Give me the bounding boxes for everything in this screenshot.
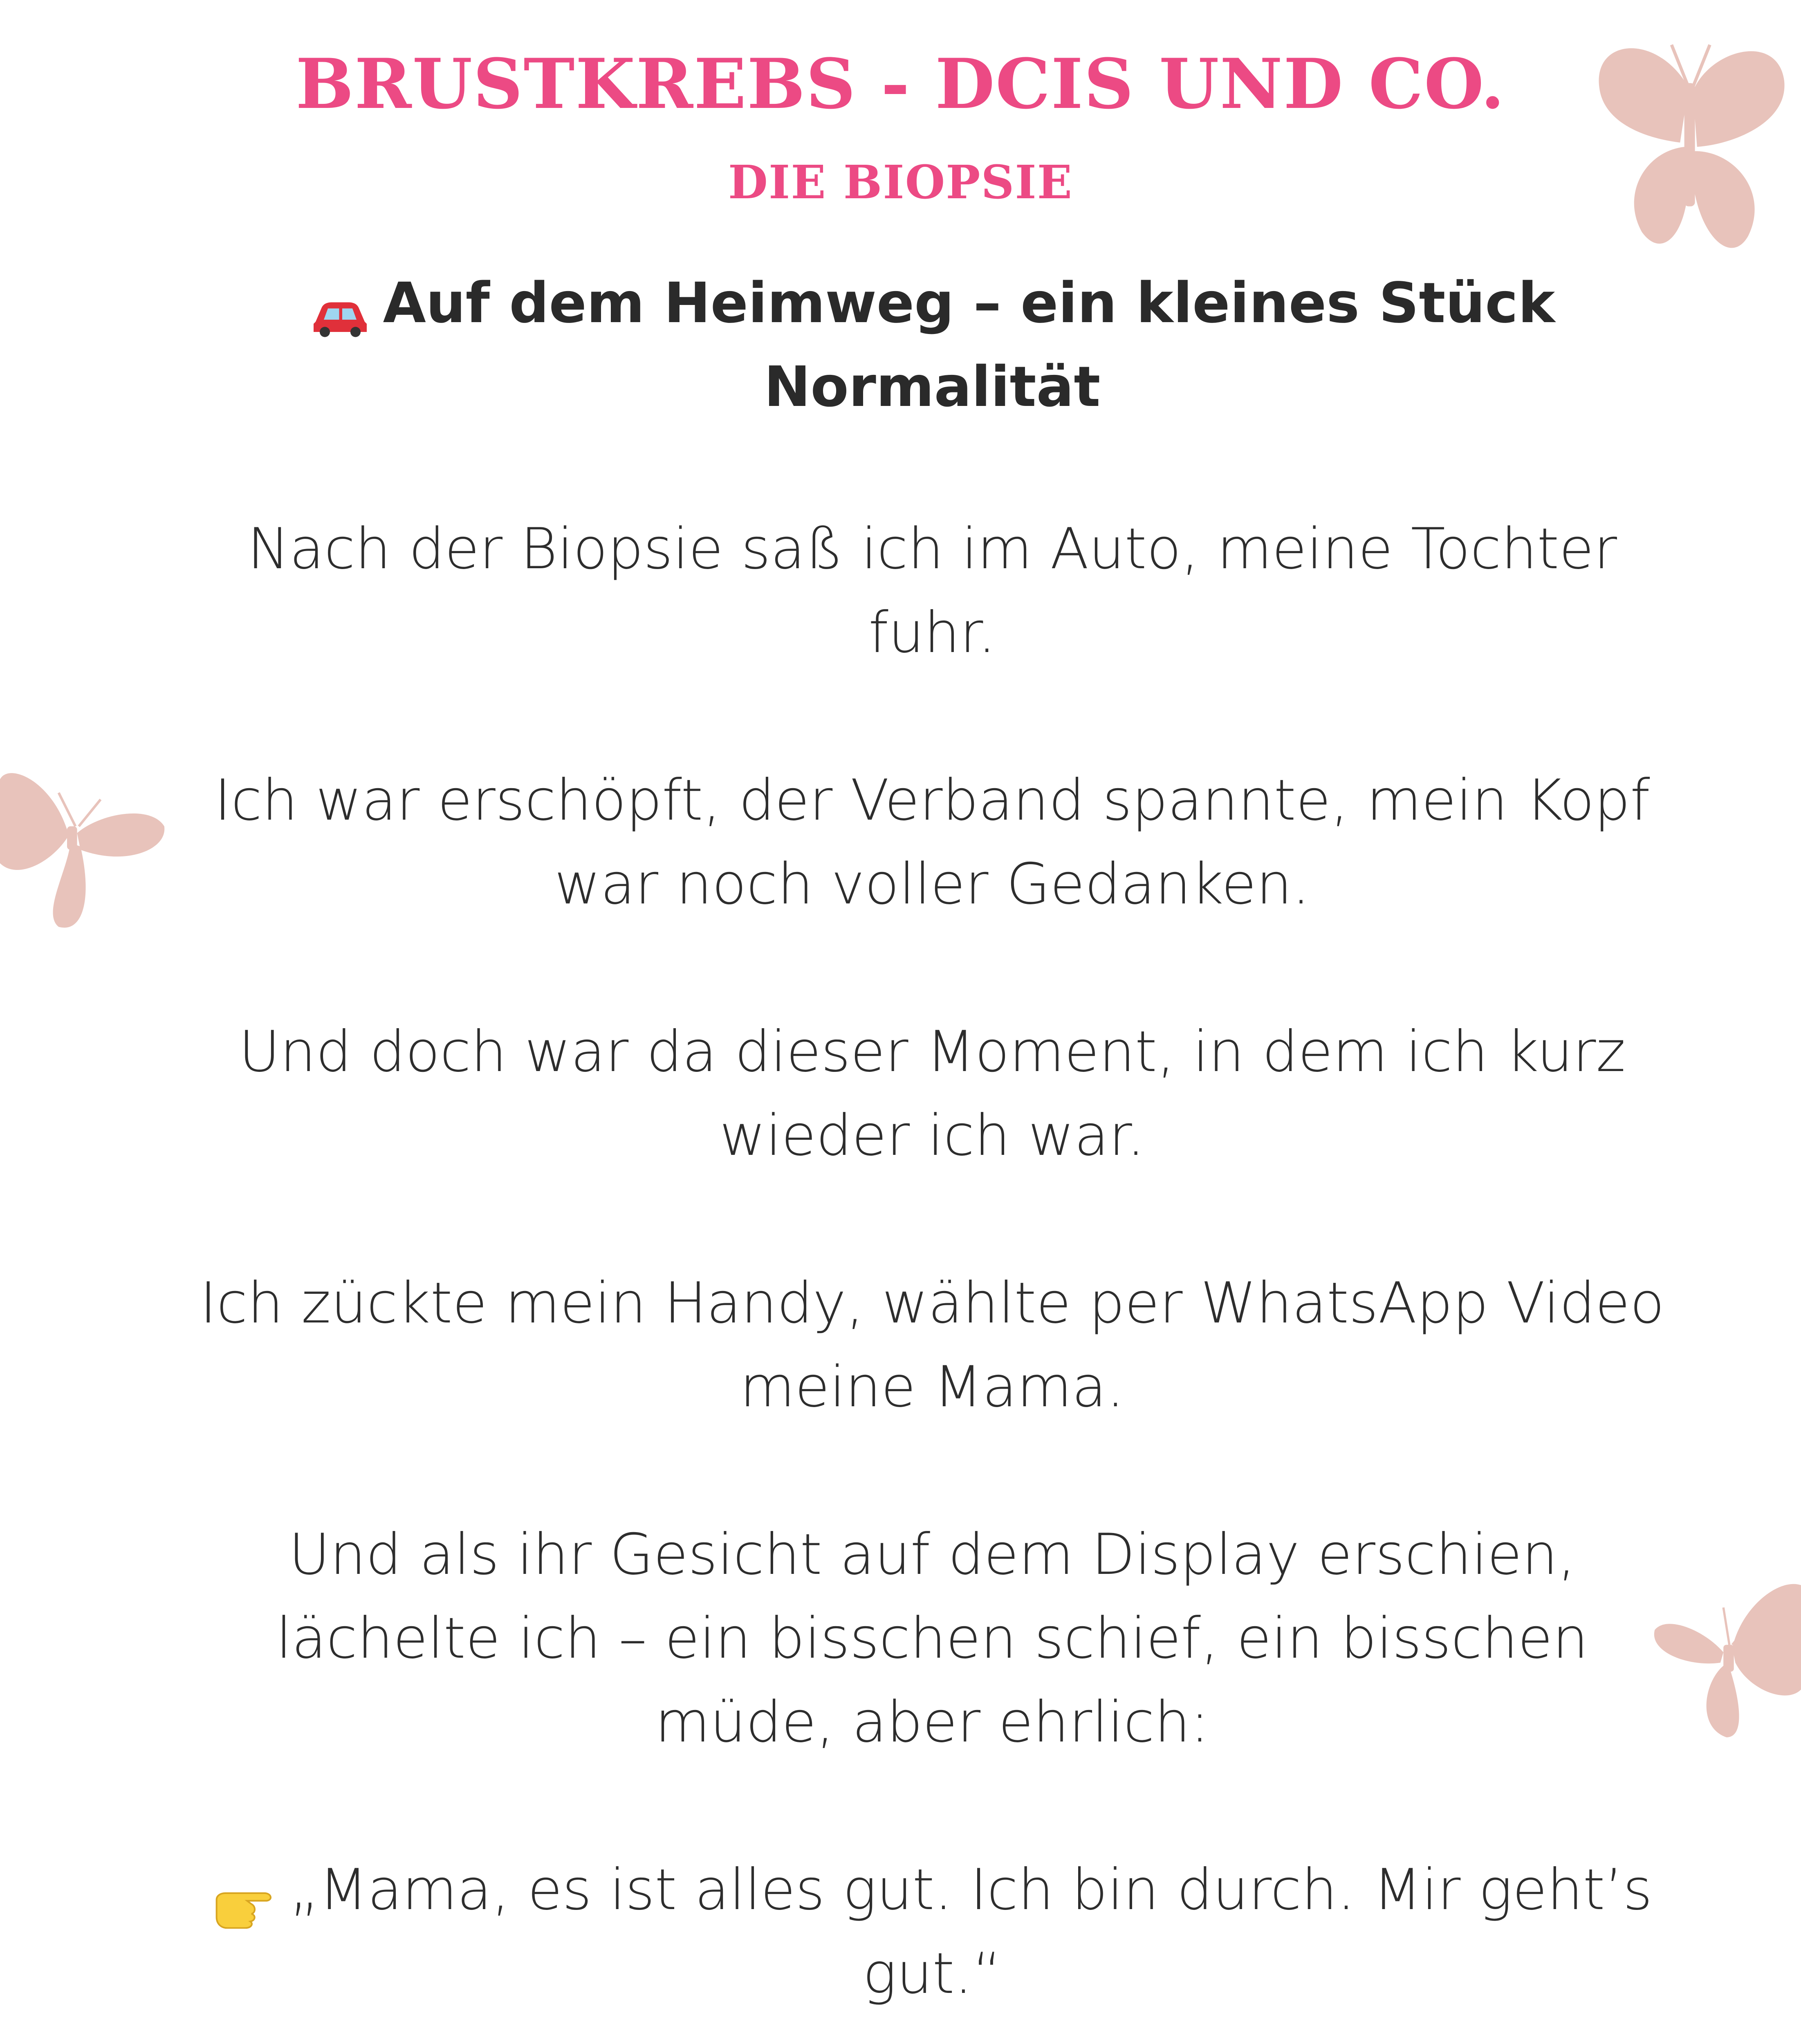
quote-paragraph <box>180 1848 1684 2015</box>
section-heading <box>294 262 1570 429</box>
paragraph: Ich zückte mein Handy, wählte per WhatsApp Video meine Mama. <box>200 1270 1665 1420</box>
paragraph: Ich war erschöpft, der Verband spannte, mein Kopf war noch voller Gedanken. <box>214 767 1650 917</box>
car-icon <box>310 280 371 325</box>
paragraph: Und doch war da dieser Moment, in dem ich kurz wieder ich war. <box>239 1019 1626 1168</box>
document-subtitle: DIE BIOPSIE <box>728 156 1073 209</box>
section-heading-text: Auf dem Heimweg – ein kleines Stück Normalität <box>383 271 1555 419</box>
paragraph: Und als ihr Gesicht auf dem Display erschien, lächelte ich – ein bisschen schief, ein bisschen müde, aber ehrlich: <box>276 1522 1588 1755</box>
paragraph: Nach der Biopsie saß ich im Auto, meine Tochter fuhr. <box>247 516 1617 666</box>
quote-text: „Mama, es ist alles gut. Ich bin durch. Mir geht’s gut.“ <box>289 1857 1653 2006</box>
pointing-hand-icon <box>212 1867 278 1912</box>
butterfly-icon <box>0 744 168 932</box>
document-title: BRUSTKREBS - DCIS UND CO. <box>296 43 1505 124</box>
body-text <box>180 507 1684 2044</box>
